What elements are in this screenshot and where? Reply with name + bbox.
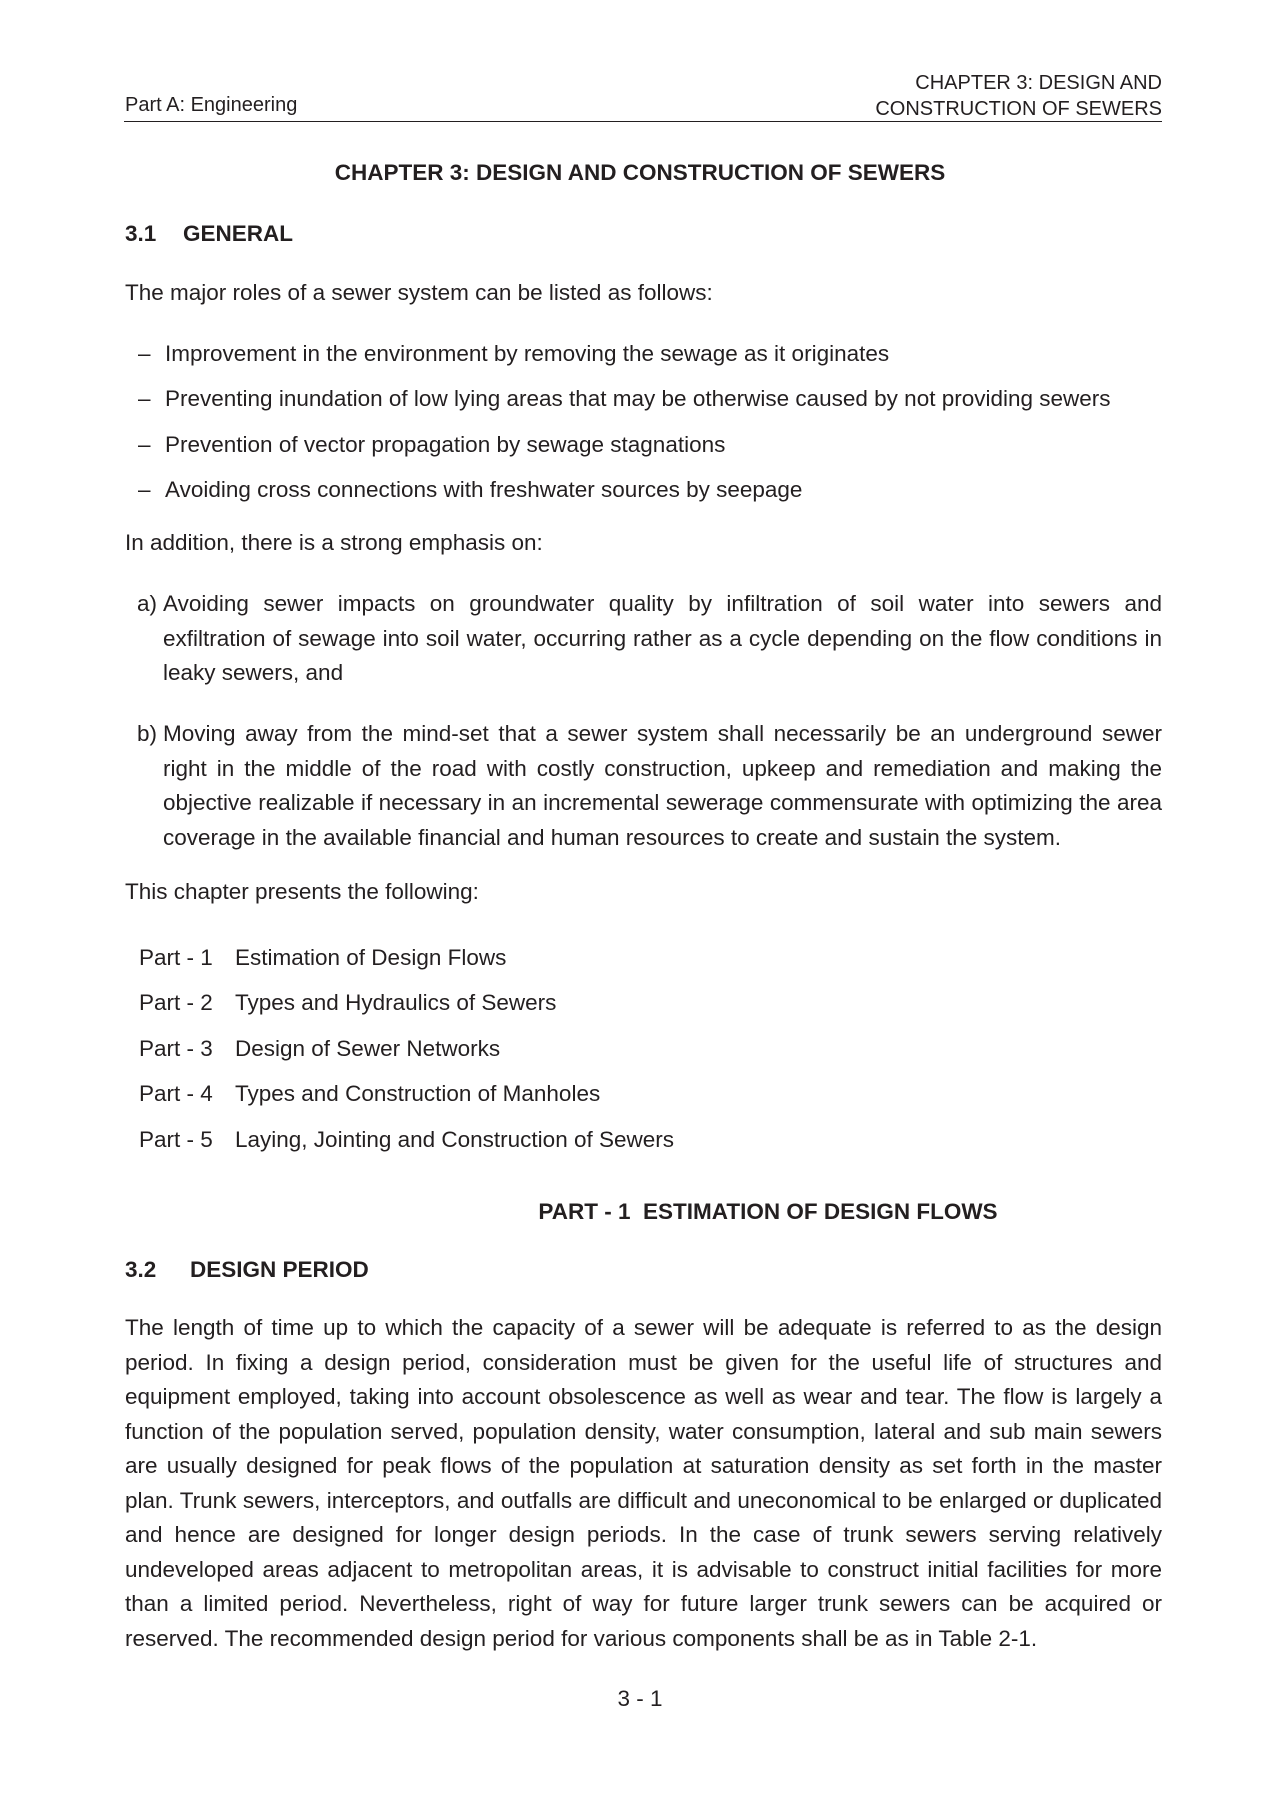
role-text: Improvement in the environment by removing the sewage as it originates (165, 341, 890, 366)
part-label: Part - 5 (139, 1127, 213, 1152)
emphasis-text: Moving away from the mind-set that a sewer system shall necessarily be an underground sewer right in the middle of the road with costly construction, upkeep and remediation and making the objective realizable if necessary in an incremental sewerage commensurate with optimizing the area coverage in the available financial and human resources to create and sustain the system. (163, 721, 1162, 850)
section-heading-general (125, 221, 293, 247)
running-header-right-line1: CHAPTER 3: DESIGN AND (915, 72, 1162, 94)
section-title: GENERAL (183, 221, 294, 246)
dash-bullet: – (138, 477, 151, 502)
role-list-item (138, 432, 725, 458)
part-list-item (139, 945, 506, 971)
section-heading-design-period (125, 1257, 369, 1283)
page-number: 3 - 1 (617, 1686, 663, 1711)
emphasis-list-item (137, 587, 1162, 691)
header-rule (124, 121, 1162, 122)
part-list-item (139, 1081, 600, 1107)
part-list-item (139, 1036, 500, 1062)
dash-bullet: – (138, 432, 151, 457)
running-header-right-line2: CONSTRUCTION OF SEWERS (875, 98, 1162, 120)
running-header-right (875, 70, 1162, 122)
part-label: Part - 1 (139, 945, 213, 970)
running-header-left: Part A: Engineering (125, 94, 298, 116)
role-list-item (138, 477, 802, 503)
part-title: Estimation of Design Flows (235, 945, 507, 970)
section-number: 3.2 (125, 1257, 157, 1282)
list-marker: b) (137, 721, 158, 746)
role-text: Avoiding cross connections with freshwater sources by seepage (165, 477, 803, 502)
part-title: Types and Hydraulics of Sewers (235, 990, 557, 1015)
part-label: Part - 4 (139, 1081, 213, 1106)
part-label: Part - 2 (139, 990, 213, 1015)
chapter-presents-paragraph: This chapter presents the following: (125, 879, 479, 904)
part1-heading: PART - 1 ESTIMATION OF DESIGN FLOWS (538, 1199, 998, 1224)
role-text: Prevention of vector propagation by sewage stagnations (165, 432, 726, 457)
part-list-item (139, 1127, 674, 1153)
list-marker: a) (137, 591, 158, 616)
emphasis-list-item (137, 717, 1162, 855)
chapter-title: CHAPTER 3: DESIGN AND CONSTRUCTION OF SEWERS (334, 160, 946, 185)
emphasis-intro-paragraph: In addition, there is a strong emphasis on: (125, 530, 543, 555)
part-list-item (139, 990, 556, 1016)
dash-bullet: – (138, 341, 151, 366)
section-number: 3.1 (125, 221, 157, 246)
intro-paragraph: The major roles of a sewer system can be listed as follows: (125, 280, 713, 305)
part-title: Design of Sewer Networks (235, 1036, 501, 1061)
section-title: DESIGN PERIOD (190, 1257, 369, 1282)
emphasis-text: Avoiding sewer impacts on groundwater quality by infiltration of soil water into sewers and exfiltration of sewage into soil water, occurring rather as a cycle depending on the flow conditions in leaky sewers, and (163, 591, 1162, 685)
part-label: Part - 3 (139, 1036, 213, 1061)
part-title: Types and Construction of Manholes (235, 1081, 601, 1106)
design-period-paragraph: The length of time up to which the capacity of a sewer will be adequate is referred to as the design period. In fixing a design period, consideration must be given for the useful life of structures and equipment employed, taking into account obsolescence as well as wear and tear. The flow is largely a function of the population served, population density, water consumption, lateral and sub main sewers are usually designed for peak flows of the population at saturation density as set forth in the master plan. Trunk sewers, interceptors, and outfalls are difficult and uneconomical to be enlarged or duplicated and hence are designed for longer design periods. In the case of trunk sewers serving relatively undeveloped areas adjacent to metropolitan areas, it is advisable to construct initial facilities for more than a limited period. Nevertheless, right of way for future larger trunk sewers can be acquired or reserved. The recommended design period for various components shall be as in Table 2-1. (125, 1315, 1162, 1651)
role-list-item (138, 341, 889, 367)
role-text: Preventing inundation of low lying areas that may be otherwise caused by not providing sewers (165, 386, 1111, 411)
role-list-item (138, 386, 1111, 412)
dash-bullet: – (138, 386, 151, 411)
part-title: Laying, Jointing and Construction of Sewers (235, 1127, 675, 1152)
